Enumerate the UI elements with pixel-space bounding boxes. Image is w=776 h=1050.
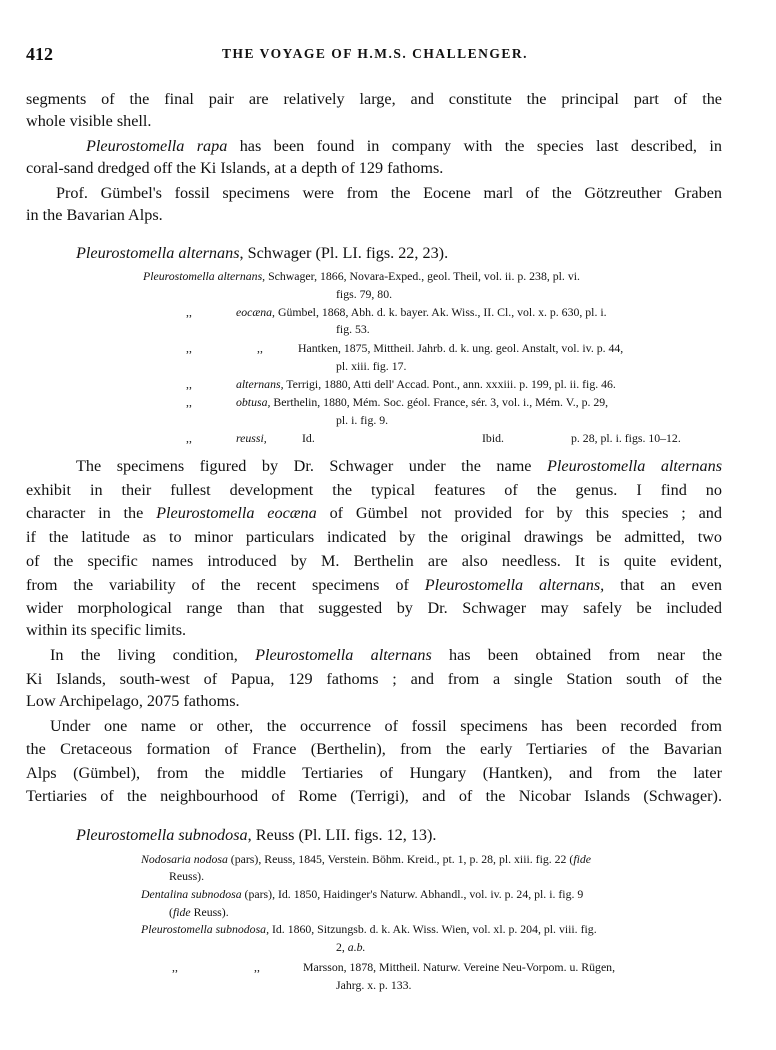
- text-span: The specimens figured by Dr. Schwager under the name: [76, 457, 547, 475]
- text-span: (: [169, 905, 173, 919]
- text-line: within its specific limits.: [26, 621, 187, 639]
- text-line: Low Archipelago, 2075 fathoms.: [26, 692, 240, 710]
- text-line: [86, 136, 722, 156]
- ditto-mark: ,,: [186, 431, 192, 445]
- text-line: Alps (Gümbel), from the middle Tertiaries of Hungary (Hantken), and from the later: [26, 764, 722, 782]
- text-span: (pars), Reuss, 1845, Verstein. Böhm. Kreid., pt. 1, p. 28, pl. xiii. fig. 22 (: [227, 852, 574, 866]
- synonymy-line: [236, 377, 616, 392]
- text-span: has been found in company with the species last described, in: [227, 137, 722, 155]
- species-name: Pleurostomella subnodosa,: [141, 922, 270, 936]
- synonymy-line: Marsson, 1878, Mittheil. Naturw. Vereine Neu-Vorpom. u. Rügen,: [303, 960, 616, 974]
- ditto-mark: ,,: [254, 960, 260, 974]
- ditto-mark: ,,: [186, 341, 192, 355]
- species-name: Pleurostomella alternans,: [424, 576, 605, 594]
- text-span: from the variability of the recent specimens of: [26, 576, 425, 594]
- ditto-mark: ,,: [186, 377, 192, 391]
- text-line: Under one name or other, the occurrence of fossil specimens has been recorded from: [50, 717, 722, 735]
- text-span: Reuss).: [190, 905, 229, 919]
- text-line: Tertiaries of the neighbourhood of Rome (Terrigi), and of the Nicobar Islands (Schwager).: [26, 787, 722, 805]
- species-name: obtusa,: [236, 395, 271, 409]
- page-header: [26, 44, 724, 64]
- running-title: THE VOYAGE OF H.M.S. CHALLENGER.: [221, 46, 529, 61]
- synonymy-line: [141, 922, 597, 937]
- synonymy-line: [141, 852, 591, 867]
- text-line: Prof. Gümbel's fossil specimens were from the Eocene marl of the Götzreuther Graben: [56, 184, 722, 202]
- synonymy-line: pl. xiii. fig. 17.: [336, 359, 407, 373]
- text-span: Terrigi, 1880, Atti dell' Accad. Pont., ann. xxxiii. p. 199, pl. ii. fig. 46.: [283, 377, 616, 391]
- text-line: of the specific names introduced by M. Berthelin are also needless. It is quite evident,: [26, 552, 722, 570]
- species-name: alternans,: [236, 377, 284, 391]
- text-line: exhibit in their fullest development the typical features of the genus. I find no: [26, 481, 722, 499]
- text-span: Berthelin, 1880, Mém. Soc. géol. France, sér. 3, vol. i., Mém. V., p. 29,: [270, 395, 609, 409]
- synonymy-line: [236, 305, 607, 320]
- text-line: [76, 456, 722, 476]
- text-span: In the living condition,: [50, 646, 256, 664]
- species-name: Pleurostomella alternans: [255, 646, 432, 664]
- synonymy-line: Hantken, 1875, Mittheil. Jahrb. d. k. ung. geol. Anstalt, vol. iv. p. 44,: [298, 341, 624, 355]
- synonymy-line: pl. i. fig. 9.: [336, 413, 389, 427]
- synonymy-line: [141, 887, 583, 902]
- text-span: has been obtained from near the: [431, 646, 722, 664]
- synonymy-line: [236, 395, 608, 410]
- text-span: Gümbel, 1868, Abh. d. k. bayer. Ak. Wiss., II. Cl., vol. x. p. 630, pl. i.: [275, 305, 607, 319]
- synonymy-ref: p. 28, pl. i. figs. 10–12.: [571, 431, 681, 445]
- species-name: reussi,: [236, 431, 267, 445]
- species-name: Nodosaria nodosa: [141, 852, 228, 866]
- species-name: Pleurostomella alternans,: [143, 269, 266, 283]
- text-line: [26, 575, 722, 595]
- text-span: a.b.: [347, 940, 366, 954]
- text-line: the Cretaceous formation of France (Berthelin), from the early Tertiaries of the Bavarian: [26, 740, 722, 758]
- text-line: in the Bavarian Alps.: [26, 206, 163, 224]
- species-name: Pleurostomella rapa: [86, 137, 228, 155]
- ditto-mark: ,,: [172, 960, 178, 974]
- text-span: , Schwager (Pl. LI. figs. 22, 23).: [239, 244, 449, 262]
- synonymy-line: fig. 53.: [336, 322, 370, 336]
- text-line: if the latitude as to minor particulars indicated by the original drawings be admitted, two: [26, 528, 722, 546]
- text-line: whole visible shell.: [26, 112, 152, 130]
- species-name: Pleurostomella alternans: [547, 457, 722, 475]
- text-line: Ki Islands, south-west of Papua, 129 fathoms ; and from a single Station south of the: [26, 670, 722, 688]
- page-number: 412: [26, 44, 53, 64]
- text-span: that an even: [604, 576, 723, 594]
- text-span: , Reuss (Pl. LII. figs. 12, 13).: [247, 826, 437, 844]
- ditto-mark: ,,: [257, 341, 263, 355]
- text-span: character in the: [26, 504, 157, 522]
- species-heading: [76, 243, 448, 263]
- text-span: 2,: [336, 940, 348, 954]
- synonymy-ibid: Ibid.: [482, 431, 504, 445]
- synonymy-line: [143, 269, 580, 284]
- ditto-mark: ,,: [186, 305, 192, 319]
- species-name: Pleurostomella alternans: [76, 244, 240, 262]
- species-name: Dentalina subnodosa: [141, 887, 242, 901]
- text-line: [26, 503, 722, 523]
- synonymy-line: Jahrg. x. p. 133.: [336, 978, 412, 992]
- species-name: Pleurostomella eocæna: [156, 504, 317, 522]
- species-name: Pleurostomella subnodosa: [76, 826, 248, 844]
- text-line: wider morphological range than that suggested by Dr. Schwager may safely be included: [26, 599, 722, 617]
- text-span: fide: [573, 852, 592, 866]
- text-line: segments of the final pair are relatively large, and constitute the principal part of the: [26, 90, 722, 108]
- text-line: coral-sand dredged off the Ki Islands, at a depth of 129 fathoms.: [26, 159, 444, 177]
- synonymy-line: [169, 905, 229, 920]
- synonymy-line: [336, 940, 366, 955]
- synonymy-line: figs. 79, 80.: [336, 287, 393, 301]
- text-span: Id. 1860, Sitzungsb. d. k. Ak. Wiss. Wien, vol. xl. p. 204, pl. viii. fig.: [269, 922, 597, 936]
- text-span: of Gümbel not provided for by this species ; and: [316, 504, 722, 522]
- species-heading: [76, 825, 436, 845]
- synonymy-line: Reuss).: [169, 869, 205, 883]
- text-span: fide: [172, 905, 191, 919]
- synonymy-name: [236, 431, 267, 446]
- ditto-mark: ,,: [186, 395, 192, 409]
- species-name: eocæna,: [236, 305, 275, 319]
- text-span: Schwager, 1866, Novara-Exped., geol. Theil, vol. ii. p. 238, pl. vi.: [265, 269, 580, 283]
- text-line: [50, 645, 722, 665]
- text-span: (pars), Id. 1850, Haidinger's Naturw. Abhandl., vol. iv. p. 24, pl. i. fig. 9: [241, 887, 584, 901]
- synonymy-id: Id.: [302, 431, 315, 445]
